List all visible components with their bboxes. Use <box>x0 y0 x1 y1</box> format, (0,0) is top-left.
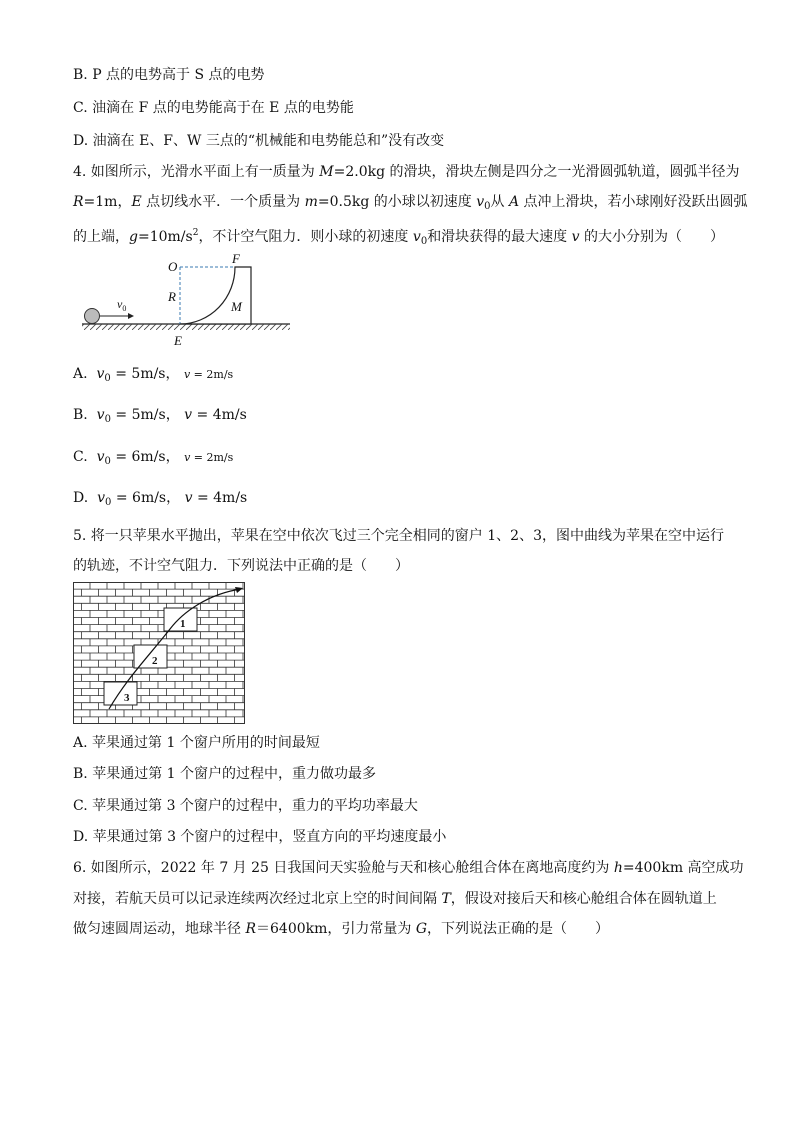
q3-option-b: B. P 点的电势高于 S 点的电势 <box>73 67 265 83</box>
label-E: E <box>174 333 182 348</box>
label-M: M <box>231 299 242 314</box>
q6-stem-line1: 6. 如图所示，2022 年 7 月 25 日我国问天实验舱与天和核心舱组合体在离地高度约为 h=400km 高空成功 <box>73 860 744 876</box>
q5-stem-line2: 的轨迹，不计空气阻力．下列说法中正确的是（ ） <box>73 558 409 574</box>
ground-hatch <box>82 324 290 330</box>
label-F: F <box>232 251 240 266</box>
ball <box>85 309 100 324</box>
q5-stem-line1: 5. 将一只苹果水平抛出，苹果在空中依次飞过三个完全相同的窗户 1、2、3，图中曲线为苹果在空中运行 <box>73 528 724 544</box>
q4-stem-line3: 的上端，$g=10m/s^2$，不计空气阻力．则小球的初速度 $v_0$和滑块获得的最大速度 v 的大小分别为（ ） <box>73 228 725 247</box>
q6-stem-line3: 做匀速圆周运动，地球半径 R＝6400km，引力常量为 G，下列说法正确的是（ ） <box>73 921 610 937</box>
q3-option-c: C. 油滴在 F 点的电势能高于在 E 点的电势能 <box>73 100 354 116</box>
q4-option-d: D. $v_0 = 6m/s$， v = 4m/s <box>73 490 248 508</box>
window-label-1: 1 <box>180 618 186 630</box>
q4-option-b: B. $v_0 = 5m/s$， v = 4m/s <box>73 407 247 425</box>
q3-option-d: D. 油滴在 E、F、W 三点的“机械能和电势能总和”没有改变 <box>73 133 445 149</box>
q5-option-c: C. 苹果通过第 3 个窗户的过程中，重力的平均功率最大 <box>73 798 418 814</box>
window-3 <box>104 682 137 705</box>
window-2 <box>134 645 167 668</box>
q4-stem-line1: 4. 如图所示，光滑水平面上有一质量为 M=2.0kg 的滑块，滑块左侧是四分之一光滑圆弧轨道，圆弧半径为 <box>73 164 740 180</box>
arrow-head-icon <box>128 313 134 319</box>
window-label-3: 3 <box>124 692 130 704</box>
q4-option-c: C. $v_0 = 6m/s$， v = 2m/s <box>73 449 234 467</box>
slider-block <box>180 267 251 324</box>
q5-option-a: A. 苹果通过第 1 个窗户所用的时间最短 <box>73 735 320 751</box>
label-v0: $v_0$ <box>117 297 127 313</box>
q5-brick-wall-figure <box>73 582 245 724</box>
q5-option-b: B. 苹果通过第 1 个窗户的过程中，重力做功最多 <box>73 766 376 782</box>
q4-figure <box>78 252 298 352</box>
q5-option-d: D. 苹果通过第 3 个窗户的过程中，竖直方向的平均速度最小 <box>73 829 447 845</box>
window-label-2: 2 <box>152 655 158 667</box>
q4-option-a: A. $v_0 = 5m/s$， v = 2m/s <box>73 366 234 384</box>
q4-stem-line2: R=1m，E 点切线水平．一个质量为 m=0.5kg 的小球以初速度 $v_0$从 A 点冲上滑块，若小球刚好没跃出圆弧 <box>73 194 748 212</box>
q6-stem-line2: 对接，若航天员可以记录连续两次经过北京上空的时间间隔 T，假设对接后天和核心舱组合体在圆轨道上 <box>73 891 717 907</box>
label-R: R <box>168 289 176 304</box>
label-O: O <box>168 259 178 274</box>
